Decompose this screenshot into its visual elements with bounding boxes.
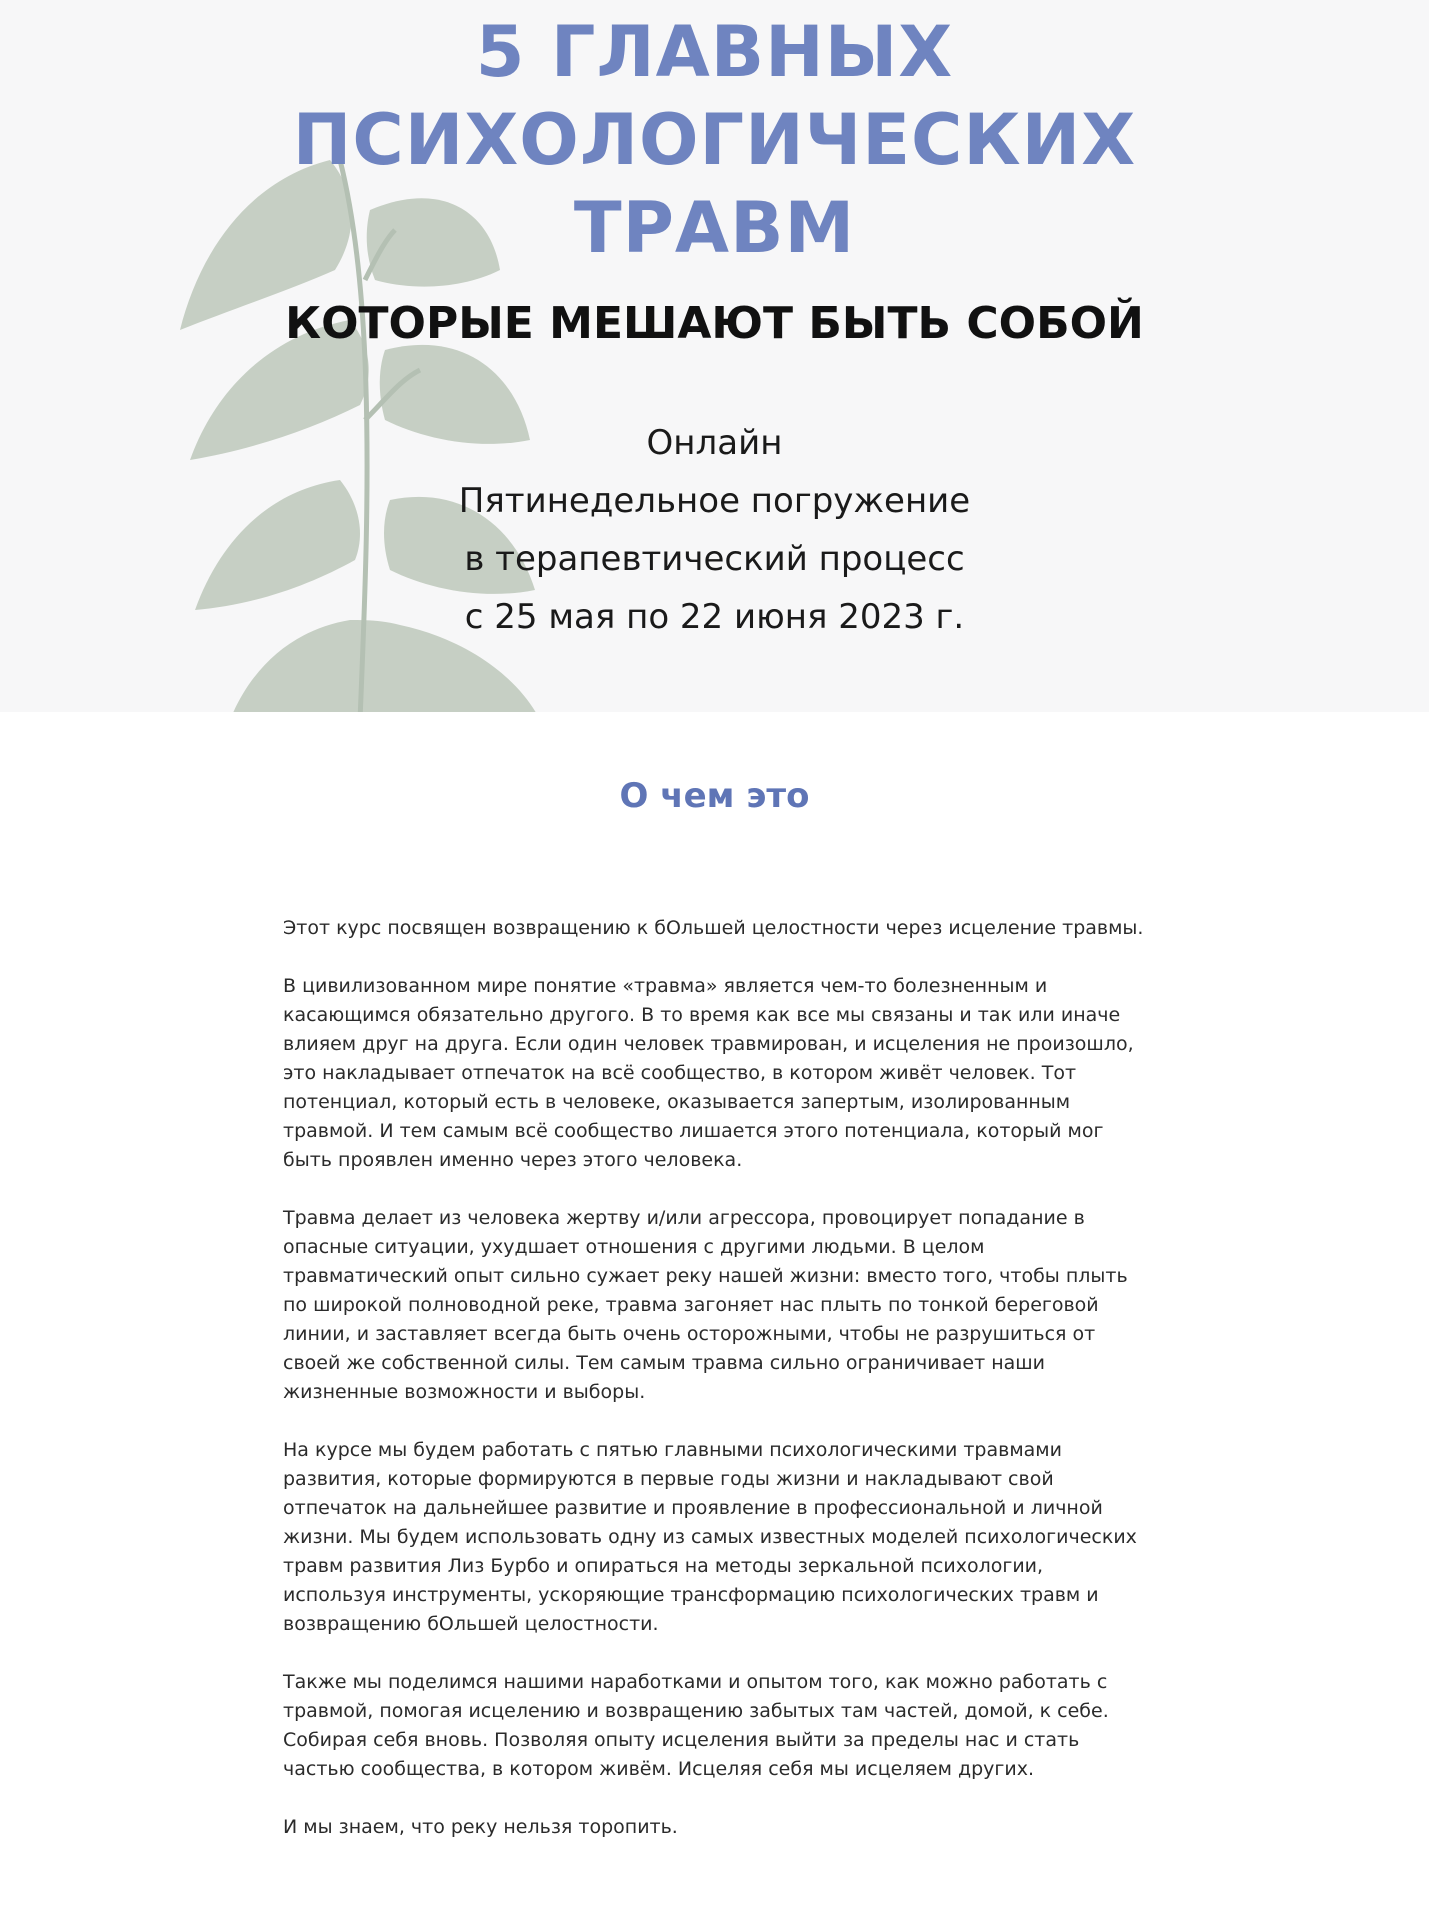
about-paragraph: В цивилизованном мире понятие «травма» является чем-то болезненным и касающимся обязательно другого. В то время как все мы связаны и так или иначе влияем друг на друга. Если один человек травмирован, и исцеления не произошло, это накладывает отпечаток на всё сообщество, в котором живёт человек. Тот потенциал, который есть в человеке, оказывается запертым, изолированным травмой. И тем самым всё сообщество лишается этого потенциала, который мог быть проявлен именно через этого человека.	[283, 975, 1134, 1171]
hero-section	[0, 0, 1429, 712]
course-description: в терапевтический процесс	[464, 539, 965, 579]
about-paragraph: Травма делает из человека жертву и/или агрессора, провоцирует попадание в опасные ситуации, ухудшает отношения с другими людьми. В целом травматический опыт сильно сужает реку нашей жизни: вместо того, чтобы плыть по широкой полноводной реке, травма загоняет нас плыть по тонкой береговой линии, и заставляет всегда быть очень осторожными, чтобы не разрушиться от своей же собственной силы. Тем самым травма сильно ограничивает наши жизненные возможности и выборы.	[283, 1207, 1128, 1403]
about-paragraph: Также мы поделимся нашими наработками и опытом того, как можно работать с травмой, помогая исцелению и возвращению забытых там частей, домой, к себе. Собирая себя вновь. Позволяя опыту исцеления выйти за пределы нас и стать частью сообщества, в котором живём. Исцеляя себя мы исцеляем других.	[283, 1671, 1109, 1780]
course-dates: с 25 мая по 22 июня 2023 г.	[464, 597, 965, 637]
about-paragraph: На курсе мы будем работать с пятью главными психологическими травмами развития, которые формируются в первые годы жизни и накладывают свой отпечаток на дальнейшее развитие и проявление в профессиональной и личной жизни. Мы будем использовать одну из самых известных моделей психологических травм развития Лиз Бурбо и опираться на методы зеркальной психологии, используя инструменты, ускоряющие трансформацию психологических травм и возвращению бОльшей целостности.	[283, 1439, 1137, 1635]
page-subtitle: КОТОРЫЕ МЕШАЮТ БЫТЬ СОБОЙ	[285, 298, 1144, 349]
course-format: Онлайн	[646, 423, 783, 463]
about-text	[283, 914, 1145, 1871]
about-paragraph: И мы знаем, что реку нельзя торопить.	[283, 1816, 678, 1838]
course-duration: Пятинедельное погружение	[458, 481, 971, 521]
course-details	[0, 414, 1429, 646]
about-heading: О чем это	[619, 776, 810, 816]
page-title: 5 ГЛАВНЫХ ПСИХОЛОГИЧЕСКИХ ТРАВМ	[292, 11, 1137, 269]
about-paragraph: Этот курс посвящен возвращению к бОльшей целостности через исцеление травмы.	[283, 917, 1144, 939]
